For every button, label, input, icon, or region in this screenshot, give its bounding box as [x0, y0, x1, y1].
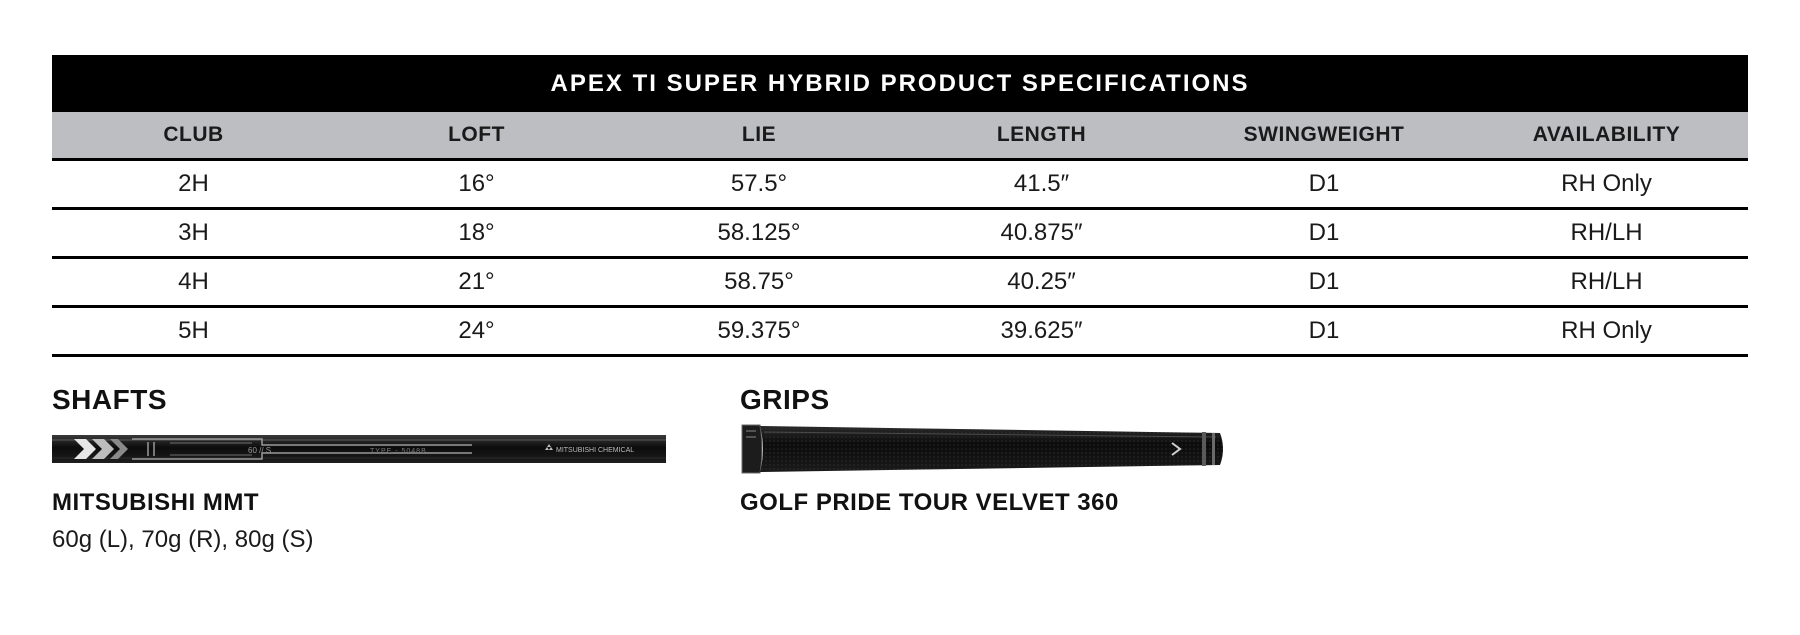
cell-loft: 24°	[335, 307, 618, 356]
cell-availability: RH/LH	[1465, 258, 1748, 307]
shaft-type-text: TYPE - 5048B	[370, 448, 427, 455]
cell-club: 4H	[52, 258, 335, 307]
table-title-row	[52, 55, 1748, 112]
shafts-heading: SHAFTS	[52, 384, 167, 415]
cell-lie: 58.125°	[618, 209, 900, 258]
grips-heading: GRIPS	[740, 384, 830, 415]
cell-availability: RH/LH	[1465, 209, 1748, 258]
cell-length: 40.25″	[900, 258, 1183, 307]
table-row	[52, 160, 1748, 209]
cell-length: 40.875″	[900, 209, 1183, 258]
cell-club: 2H	[52, 160, 335, 209]
grip-name: GOLF PRIDE TOUR VELVET 360	[740, 489, 1119, 516]
cell-length: 39.625″	[900, 307, 1183, 356]
column-header-loft: LOFT	[335, 112, 618, 160]
column-header-lie: LIE	[618, 112, 900, 160]
column-header-length: LENGTH	[900, 112, 1183, 160]
cell-loft: 21°	[335, 258, 618, 307]
cell-swingweight: D1	[1183, 258, 1465, 307]
cell-swingweight: D1	[1183, 307, 1465, 356]
column-header-club: CLUB	[52, 112, 335, 160]
cell-club: 3H	[52, 209, 335, 258]
shaft-weights: 60g (L), 70g (R), 80g (S)	[52, 526, 314, 553]
cell-lie: 58.75°	[618, 258, 900, 307]
table-header-row	[52, 112, 1748, 160]
table-row	[52, 209, 1748, 258]
cell-lie: 59.375°	[618, 307, 900, 356]
column-header-availability: AVAILABILITY	[1465, 112, 1748, 160]
cell-swingweight: D1	[1183, 160, 1465, 209]
shaft-flex-text: 60 // S	[248, 446, 272, 455]
table-row	[52, 258, 1748, 307]
shaft-image	[52, 433, 666, 465]
cell-length: 41.5″	[900, 160, 1183, 209]
shaft-name: MITSUBISHI MMT	[52, 489, 259, 516]
cell-loft: 18°	[335, 209, 618, 258]
spec-table	[52, 55, 1748, 357]
table-row	[52, 307, 1748, 356]
grip-image	[740, 423, 1230, 475]
cell-club: 5H	[52, 307, 335, 356]
cell-availability: RH Only	[1465, 307, 1748, 356]
cell-loft: 16°	[335, 160, 618, 209]
column-header-swingweight: SWINGWEIGHT	[1183, 112, 1465, 160]
cell-availability: RH Only	[1465, 160, 1748, 209]
table-title: APEX TI SUPER HYBRID PRODUCT SPECIFICATIONS	[52, 55, 1748, 112]
cell-swingweight: D1	[1183, 209, 1465, 258]
cell-lie: 57.5°	[618, 160, 900, 209]
shaft-brand-text: MITSUBISHI CHEMICAL	[556, 447, 635, 454]
